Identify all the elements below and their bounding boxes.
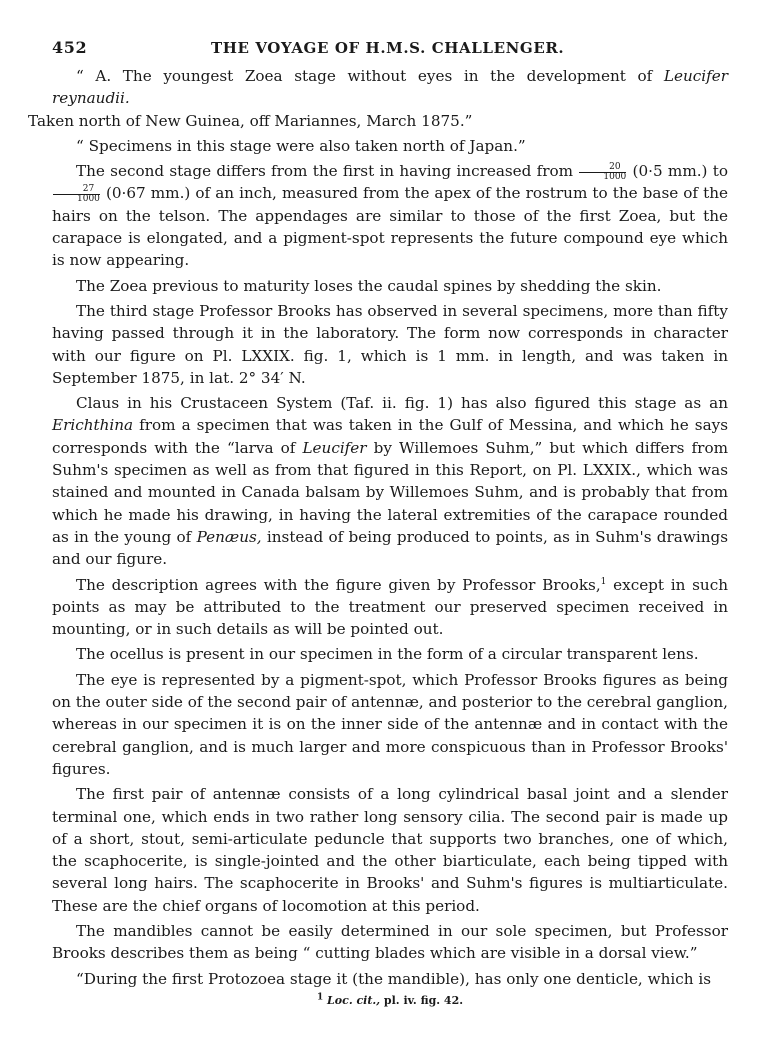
text-run: (0·5 mm.) to — [627, 162, 729, 181]
paragraph: “ Specimens in this stage were also taken north of Japan.” — [76, 136, 526, 155]
paragraph: “During the first Protozoea stage it (the mandible), has only one denticle, which is — [76, 969, 711, 988]
text-run: by Willemoes Suhm,” but which differs from Suhm's specimen as well as from that figured in this Report, on Pl. LXXIX., which was stained and mounted in Canada balsam by Willemoes Suhm, and is probably that from which he made his drawing, in having the lateral extremities of the carapace rounded as in the young of — [52, 438, 728, 546]
footnote-text: pl. iv. fig. 42. — [380, 993, 464, 1007]
paragraph: The eye is represented by a pigment-spot, which Professor Brooks figures as being on the outer side of the second pair of antennæ, and posterior to the cerebral ganglion, whereas in our specimen it is on the inner side of the antennæ and in contact with the cerebral ganglion, and is much larger and more conspicuous than in Professor Brooks' figures. — [52, 670, 729, 778]
paragraph: The Zoea previous to maturity loses the caudal spines by shedding the skin. — [76, 276, 662, 295]
text-run: The description agrees with the figure given by Professor Brooks, — [76, 575, 601, 594]
running-header — [52, 38, 728, 57]
genus-name: Penæus, — [196, 527, 262, 546]
fraction-numerator: 20 — [579, 163, 626, 173]
genus-name: Erichthina — [52, 416, 134, 435]
fraction-numerator: 27 — [53, 185, 100, 195]
footnote-reference: 1 — [600, 576, 607, 587]
text-run: Taken north of New Guinea, off Mariannes, March 1875.” — [28, 111, 473, 130]
running-title: THE VOYAGE OF H.M.S. CHALLENGER. — [210, 39, 565, 57]
body-text — [28, 65, 729, 990]
paragraph: The first pair of antennæ consists of a long cylindrical basal joint and a slender terminal one, which ends in two rather long sensory cilia. The second pair is made up of a short, stout, semi-articulate peduncle that supports two branches, one of which, the scaphocerite, is single-jointed and the other biarticulate, each being tipped with several long hairs. The scaphocerite in Brooks' and Suhm's figures is multiarticulate. These are the chief organs of locomotion at this period. — [52, 785, 728, 915]
paragraph — [28, 65, 728, 132]
fraction-denominator: 1000 — [77, 193, 100, 204]
fraction — [579, 163, 626, 182]
paragraph: The mandibles cannot be easily determined in our sole specimen, but Professor Brooks describes them as being “ cutting blades which are visible in a dorsal view.” — [52, 921, 728, 963]
paragraph — [52, 574, 728, 641]
text-run: instead of being produced to points, as in Suhm's drawings and our figure. — [52, 527, 728, 569]
page-number: 452 — [52, 38, 88, 57]
paragraph: The third stage Professor Brooks has observed in several specimens, more than fifty having passed through it in the laboratory. The form now corresponds in character with our figure on Pl. LXXIX. fig. 1, which is 1 mm. in length, and was taken in September 1875, in lat. 2° 34′ N. — [52, 301, 728, 387]
document-page — [28, 38, 729, 1007]
text-run: “ A. The youngest Zoea stage without eyes in the development of — [76, 67, 664, 85]
footnote-mark: 1 — [316, 992, 324, 1003]
footnote — [52, 994, 728, 1007]
footnote-citation: Loc. cit., — [327, 993, 381, 1007]
text-run: The second stage differs from the first in having increased from — [76, 162, 579, 181]
paragraph — [52, 392, 728, 570]
paragraph: The ocellus is present in our specimen in the form of a circular transparent lens. — [76, 645, 699, 664]
species-name: Leucifer reynaudii. — [52, 67, 728, 108]
fraction — [53, 185, 100, 204]
paragraph — [52, 160, 728, 271]
text-run: except in such points as may be attributed to the treatment our preserved specimen received in mounting, or in such details as will be pointed out. — [52, 575, 729, 639]
fraction-denominator: 1000 — [603, 171, 627, 182]
text-run: from a specimen that was taken in the Gulf of Messina, and which he says corresponds with the “larva of — [52, 416, 728, 457]
genus-name: Leucifer — [302, 438, 367, 457]
text-run: (0·67 mm.) of an inch, measured from the apex of the rostrum to the base of the hairs on the telson. The appendages are similar to those of the first Zoea, but the carapace is elongated, and a pigment-spot represents the future compound eye which is now appearing. — [52, 184, 728, 270]
text-run: Claus in his Crustaceen System (Taf. ii. fig. 1) has also figured this stage as an — [76, 394, 728, 413]
